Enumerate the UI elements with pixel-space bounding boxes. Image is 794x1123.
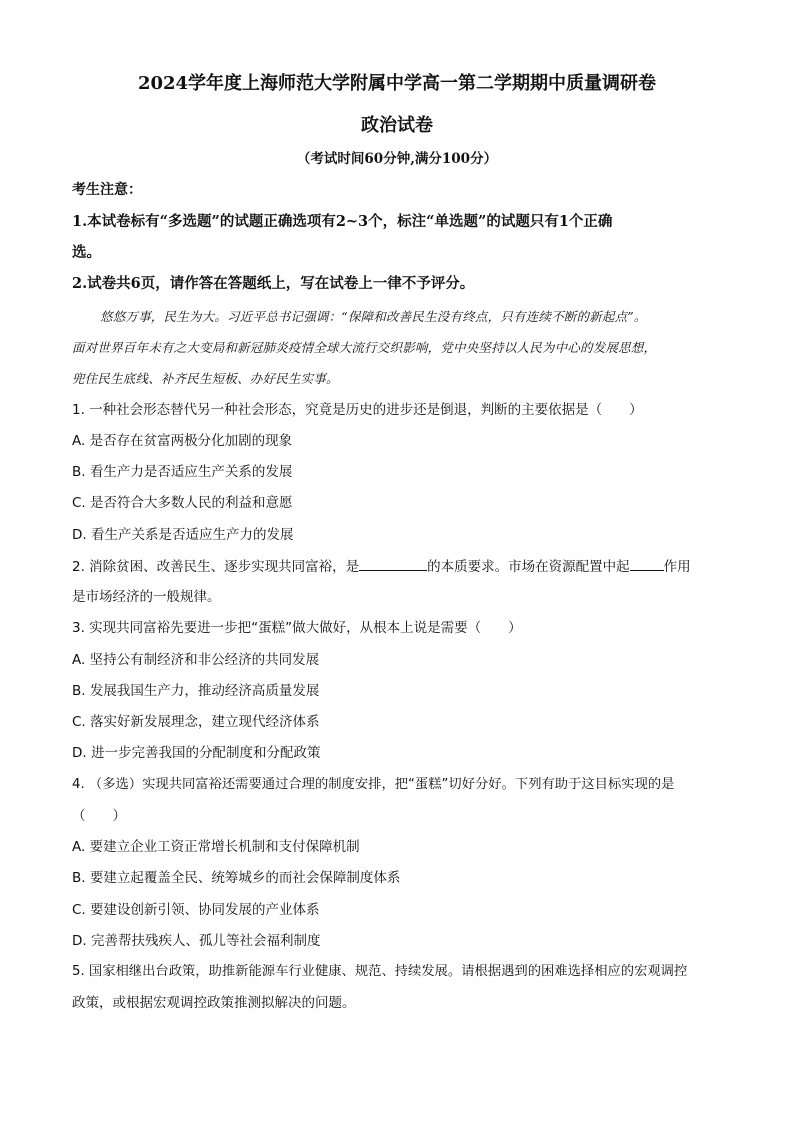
intro-line-2: 面对世界百年未有之大变局和新冠肺炎疫情全球大流行交织影响，党中央坚持以人民为中心的发展思想，	[72, 340, 657, 355]
notice-rule-2: 2.试卷共6页，请作答在答题纸上，写在试卷上一律不予评分。	[72, 275, 475, 292]
q2-text-part-1: 2. 消除贫困、改善民生、逐步实现共同富裕，是	[72, 559, 360, 575]
notice-rule-1-cont: 选。	[72, 244, 101, 261]
q1-option-d: D. 看生产关系是否适应生产力的发展	[72, 527, 294, 543]
exam-subtitle: 政治试卷	[361, 115, 433, 136]
q5-line-1: 5. 国家相继出台政策，助推新能源车行业健康、规范、持续发展。请根据遇到的困难选择相应的宏观调控	[72, 964, 688, 979]
q2-blank-2[interactable]	[630, 556, 664, 571]
q1-stem: 1. 一种社会形态替代另一种社会形态，究竟是历史的进步还是倒退，判断的主要依据是（ ）	[72, 402, 643, 418]
q2-text-part-2: 的本质要求。市场在资源配置中起	[427, 559, 630, 575]
intro-line-3: 兜住民生底线、补齐民生短板、办好民生实事。	[72, 371, 339, 386]
q3-option-c: C. 落实好新发展理念，建立现代经济体系	[72, 714, 320, 730]
q4-option-b: B. 要建立起覆盖全民、统筹城乡的而社会保障制度体系	[72, 870, 401, 886]
q3-stem: 3. 实现共同富裕先要进一步把“蛋糕”做大做好，从根本上说是需要（ ）	[72, 620, 522, 636]
q4-option-c: C. 要建设创新引领、协同发展的产业体系	[72, 902, 320, 918]
exam-time-note: （考试时间60分钟,满分100分）	[296, 151, 498, 167]
notice-heading: 考生注意：	[72, 182, 142, 198]
q2-line-1	[72, 556, 691, 577]
q3-option-d: D. 进一步完善我国的分配制度和分配政策	[72, 745, 321, 761]
q4-stem: 4. （多选）实现共同富裕还需要通过合理的制度安排，把“蛋糕”切好分好。下列有助于这目标实现的是	[72, 777, 675, 792]
q5-line-2: 政策，或根据宏观调控政策推测拟解决的问题。	[72, 995, 356, 1011]
q4-option-a: A. 要建立企业工资正常增长机制和支付保障机制	[72, 839, 360, 855]
q4-stem-cont: （ ）	[72, 808, 126, 824]
q2-text-part-3: 作用	[663, 559, 691, 575]
intro-line-1: 悠悠万事，民生为大。习近平总书记强调：“保障和改善民生没有终点，只有连续不断的新起点”。	[100, 309, 647, 324]
q2-blank-1[interactable]	[359, 556, 427, 571]
exam-title: 2024学年度上海师范大学附属中学高一第二学期期中质量调研卷	[137, 73, 657, 94]
q3-option-b: B. 发展我国生产力，推动经济高质量发展	[72, 683, 320, 699]
q1-option-b: B. 看生产力是否适应生产关系的发展	[72, 464, 293, 480]
notice-rule-1: 1.本试卷标有“多选题”的试题正确选项有2~3个，标注“单选题”的试题只有1个正确	[72, 213, 613, 230]
q2-line-2: 是市场经济的一般规律。	[72, 589, 221, 605]
q1-option-a: A. 是否存在贫富两极分化加剧的现象	[72, 433, 293, 449]
q1-option-c: C. 是否符合大多数人民的利益和意愿	[72, 495, 293, 511]
q3-option-a: A. 坚持公有制经济和非公经济的共同发展	[72, 652, 320, 668]
q4-option-d: D. 完善帮扶残疾人、孤儿等社会福利制度	[72, 933, 321, 949]
